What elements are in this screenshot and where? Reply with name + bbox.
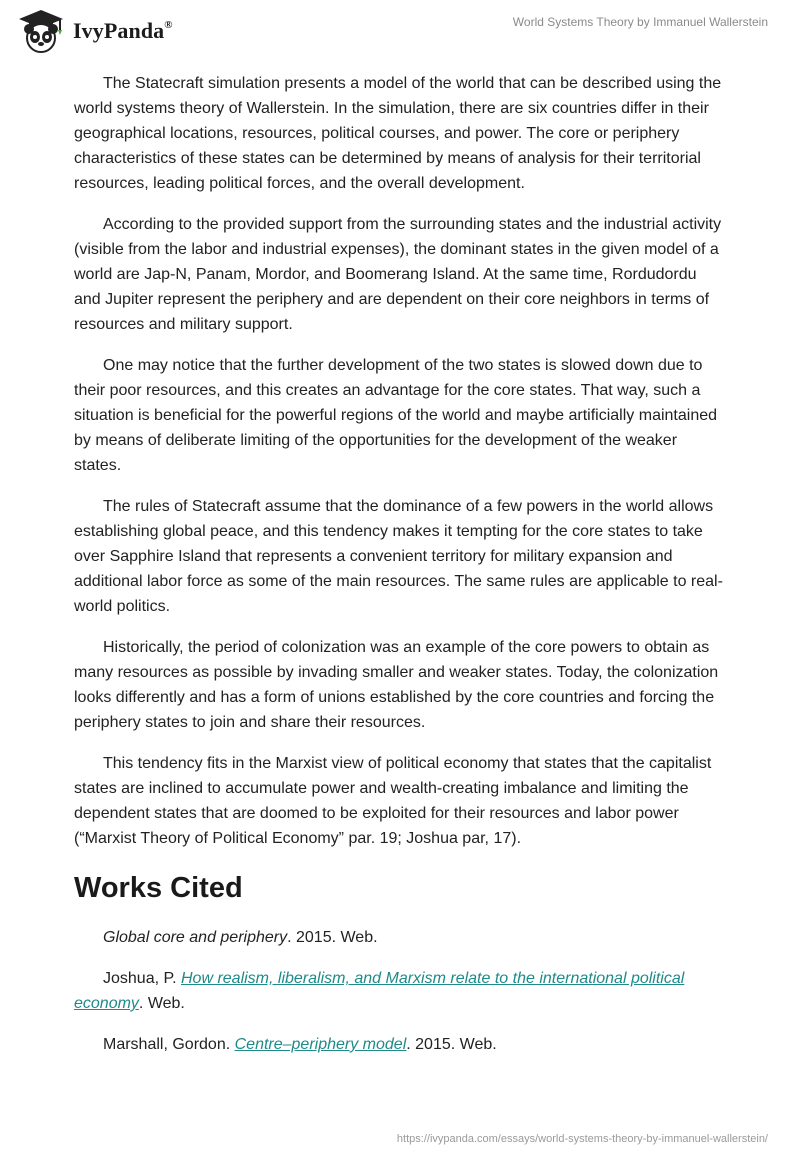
page-header	[0, 0, 800, 60]
panda-graduate-icon	[16, 8, 66, 54]
brand-logo[interactable]	[16, 8, 173, 54]
footer-url[interactable]: https://ivypanda.com/essays/world-systems-theory-by-immanuel-wallerstein/	[396, 1133, 768, 1145]
citation-link[interactable]: Centre–periphery model	[234, 1036, 407, 1053]
citation-entry	[74, 925, 726, 950]
citation-rest: . 2015. Web.	[406, 1036, 497, 1053]
citation-link[interactable]: How realism, liberalism, and Marxism relate to the international political economy	[74, 970, 685, 1012]
essay-content	[74, 71, 726, 1073]
paragraph: This tendency fits in the Marxist view of political economy that states that the capitalist states are inclined to accumulate power and wealth-creating imbalance and limiting the dependent states that are doomed to be exploited for their resources and labor power (“Marxist Theory of Political Economy” par. 19; Joshua par, 17).	[74, 755, 712, 847]
works-cited-heading: Works Cited	[74, 872, 243, 904]
citation-author: Marshall, Gordon.	[103, 1036, 235, 1053]
paragraph: According to the provided support from the surrounding states and the industrial activity (visible from the labor and industrial expenses), the dominant states in the given model of a world are Jap-N, Panam, Mordor, and Boomerang Island. At the same time, Rordudordu and Jupiter represent the periphery and are dependent on their core neighbors in terms of resources and military support.	[74, 216, 722, 333]
paragraph: Historically, the period of colonization was an example of the core powers to obtain as many resources as possible by invading smaller and weaker states. Today, the colonization looks differently and has a form of unions established by the core countries and forcing the periphery states to join and share their resources.	[74, 639, 719, 731]
paragraph: The rules of Statecraft assume that the dominance of a few powers in the world allows establishing global peace, and this tendency makes it tempting for the core states to take over Sapphire Island that represents a convenient territory for military expansion and additional labor force as some of the main resources. The same rules are applicable to real-world politics.	[74, 498, 723, 615]
citation-rest: . Web.	[138, 995, 185, 1012]
paragraph: One may notice that the further development of the two states is slowed down due to their poor resources, and this creates an advantage for the core states. That way, such a situation is beneficial for the powerful regions of the world and maybe artificially maintained by means of deliberate limiting of the opportunities for the development of the weaker states.	[74, 357, 718, 474]
citation-entry	[74, 966, 726, 1016]
brand-name: IvyPanda®	[73, 18, 173, 43]
citation-entry	[74, 1032, 726, 1057]
citation-title: Global core and periphery	[103, 929, 288, 946]
document-title: World Systems Theory by Immanuel Wallerstein	[512, 15, 768, 29]
citation-author: Joshua, P.	[103, 970, 181, 987]
paragraph: The Statecraft simulation presents a model of the world that can be described using the world systems theory of Wallerstein. In the simulation, there are six countries differ in their geographical locations, resources, political courses, and power. The core or periphery characteristics of these states can be determined by means of analysis for their territorial resources, leading political forces, and the overall development.	[74, 75, 722, 192]
citation-rest: . 2015. Web.	[287, 929, 378, 946]
